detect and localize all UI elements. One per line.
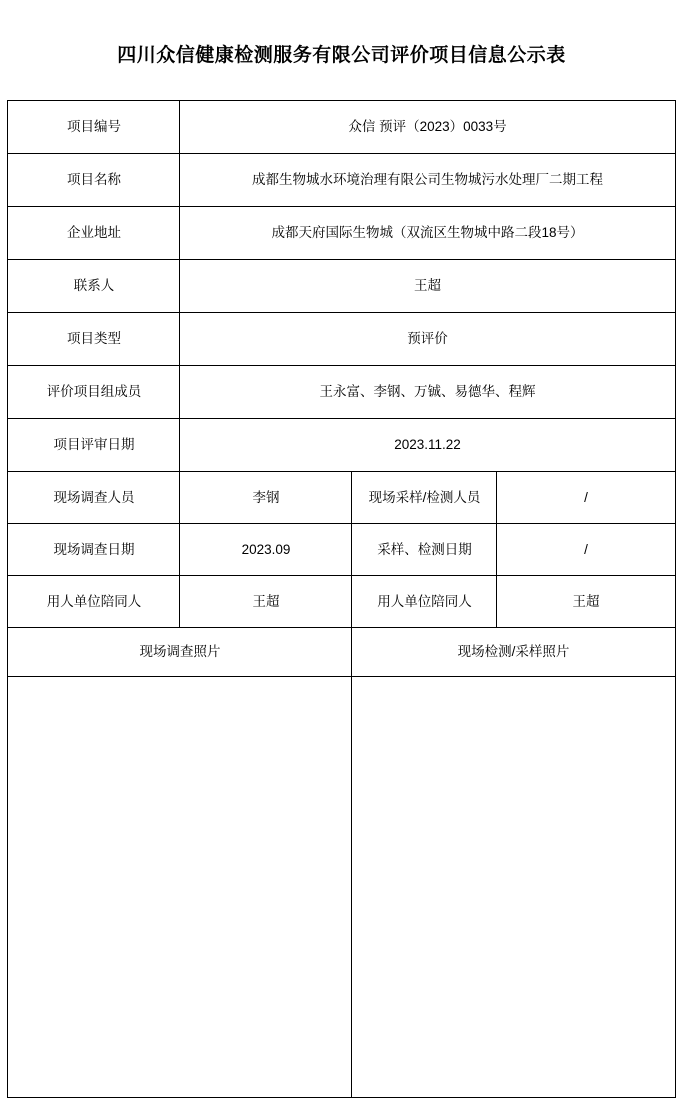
- table-row: [8, 313, 675, 366]
- table-row: [8, 628, 675, 677]
- row-value-team-members: 王永富、李钢、万铖、易德华、程辉: [180, 366, 675, 419]
- row-label-survey-staff: 现场调查人员: [8, 472, 180, 524]
- row-label-sampling-date: 采样、检测日期: [352, 524, 497, 576]
- row-value-employer-escort-right: 王超: [497, 576, 675, 628]
- row-value-company-address: 成都天府国际生物城（双流区生物城中路二段18号）: [180, 207, 675, 260]
- row-label-sampling-staff: 现场采样/检测人员: [352, 472, 497, 524]
- row-label-company-address: 企业地址: [8, 207, 180, 260]
- row-label-employer-escort-left: 用人单位陪同人: [8, 576, 180, 628]
- photo-area-sampling: [352, 677, 675, 1098]
- project-info-table: [7, 100, 675, 1098]
- row-label-project-name: 项目名称: [8, 154, 180, 207]
- row-label-survey-date: 现场调查日期: [8, 524, 180, 576]
- row-label-contact: 联系人: [8, 260, 180, 313]
- row-value-project-number: 众信 预评（2023）0033号: [180, 101, 675, 154]
- table-row: [8, 524, 675, 576]
- row-value-project-name: 成都生物城水环境治理有限公司生物城污水处理厂二期工程: [180, 154, 675, 207]
- table-row: [8, 366, 675, 419]
- table-row: [8, 260, 675, 313]
- row-value-survey-staff: 李钢: [180, 472, 352, 524]
- table-row: [8, 101, 675, 154]
- row-value-survey-date: 2023.09: [180, 524, 352, 576]
- row-value-sampling-staff: /: [497, 472, 675, 524]
- page-title: 四川众信健康检测服务有限公司评价项目信息公示表: [117, 45, 566, 66]
- row-value-review-date: 2023.11.22: [180, 419, 675, 472]
- row-value-contact: 王超: [180, 260, 675, 313]
- table-row: [8, 472, 675, 524]
- table-row: [8, 677, 675, 1098]
- row-label-team-members: 评价项目组成员: [8, 366, 180, 419]
- table-row: [8, 154, 675, 207]
- row-label-project-type: 项目类型: [8, 313, 180, 366]
- table-row: [8, 207, 675, 260]
- row-value-sampling-date: /: [497, 524, 675, 576]
- row-value-employer-escort-left: 王超: [180, 576, 352, 628]
- photo-area-survey: [8, 677, 352, 1098]
- row-label-project-number: 项目编号: [8, 101, 180, 154]
- table-row: [8, 576, 675, 628]
- row-label-review-date: 项目评审日期: [8, 419, 180, 472]
- row-value-project-type: 预评价: [180, 313, 675, 366]
- photo-header-survey: 现场调查照片: [8, 628, 352, 677]
- table-row: [8, 419, 675, 472]
- row-label-employer-escort-right: 用人单位陪同人: [352, 576, 497, 628]
- photo-header-sampling: 现场检测/采样照片: [352, 628, 675, 677]
